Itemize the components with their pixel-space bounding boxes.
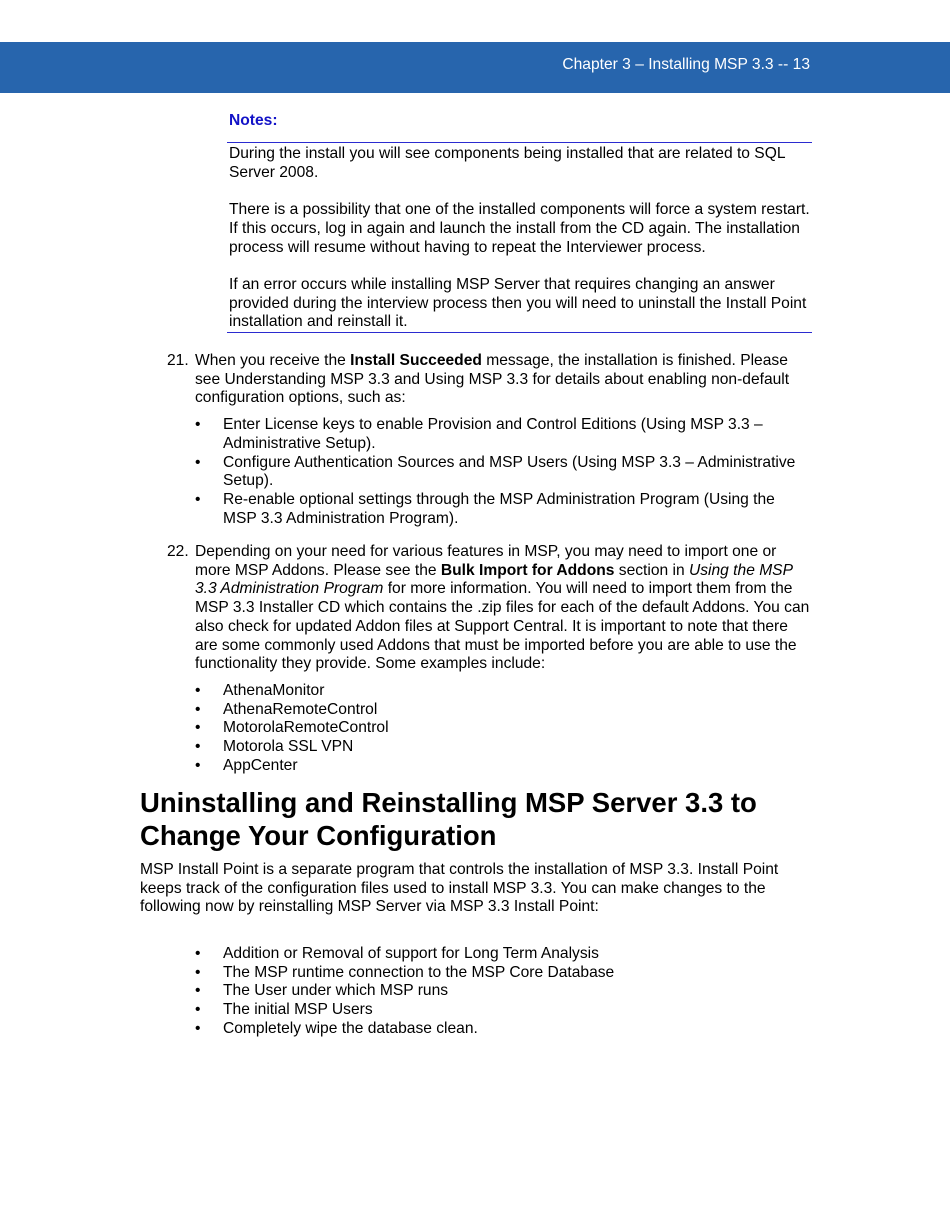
list-item: • The User under which MSP runs [167, 982, 812, 1001]
step-number: 21. [167, 352, 189, 369]
list-item: • Re-enable optional settings through the MSP Administration Program (Using the MSP 3.3 Administration Program). [167, 491, 812, 528]
page-header-bar [0, 42, 950, 93]
notes-content [227, 142, 812, 333]
step-text: message, the installation is finished. Please see Understanding MSP 3.3 and Using MSP 3.3 for details about enabling non-default configuration options, such as: [195, 352, 790, 407]
step-text: for more information. You will need to import them from the MSP 3.3 Installer CD which contains the .zip files for each of the default Addons. You can also check for updated Addon files at Support Central. It is important to note that there are some commonly used Addons that must be imported before you are able to use the functionality they provide. Some examples include: [195, 580, 810, 673]
list-item: • AthenaMonitor [167, 682, 812, 701]
reinstall-options-list-wrap [167, 945, 812, 1039]
step-number: 22. [167, 543, 189, 560]
list-item: • Completely wipe the database clean. [167, 1020, 812, 1039]
section-heading: Uninstalling and Reinstalling MSP Server 3.3 to Change Your Configuration [140, 787, 757, 851]
notes-paragraph: During the install you will see components being installed that are related to SQL Server 2008. [229, 145, 785, 181]
step-text: When you receive the [195, 352, 351, 369]
step-22 [167, 543, 812, 775]
notes-title: Notes: [229, 112, 278, 129]
install-succeeded-label: Install Succeeded [350, 352, 482, 369]
list-item: • AppCenter [167, 757, 812, 776]
list-item: • Addition or Removal of support for Long Term Analysis [167, 945, 812, 964]
list-item: • The MSP runtime connection to the MSP Core Database [167, 964, 812, 983]
list-item: • MotorolaRemoteControl [167, 719, 812, 738]
step-21 [167, 352, 812, 528]
notes-box [227, 111, 812, 333]
list-item: • AthenaRemoteControl [167, 701, 812, 720]
list-item: • Configure Authentication Sources and MSP Users (Using MSP 3.3 – Administrative Setup). [167, 454, 812, 491]
reinstall-options-list [167, 945, 812, 1039]
section-paragraph: MSP Install Point is a separate program that controls the installation of MSP 3.3. Install Point keeps track of the configuration files used to install MSP 3.3. You can make changes to the following now by reinstalling MSP Server via MSP 3.3 Install Point: [140, 861, 779, 916]
bulk-import-label: Bulk Import for Addons [440, 561, 615, 579]
step-21-text [195, 352, 812, 408]
chapter-header: Chapter 3 – Installing MSP 3.3 -- 13 [562, 56, 810, 73]
list-item: • Enter License keys to enable Provision and Control Editions (Using MSP 3.3 – Administrative Setup). [167, 416, 812, 453]
list-item: • The initial MSP Users [167, 1001, 812, 1020]
notes-paragraph: If an error occurs while installing MSP Server that requires changing an answer provided during the interview process then you will need to uninstall the Install Point installation and reinstall it. [229, 275, 807, 331]
addons-bullet-list [167, 682, 812, 776]
list-item: • Motorola SSL VPN [167, 738, 812, 757]
notes-paragraph: There is a possibility that one of the installed components will force a system restart. If this occurs, log in again and launch the install from the CD again. The installation process will resume without having to repeat the Interviewer process. [229, 201, 810, 256]
step-21-bullet-list [167, 416, 812, 528]
step-text: Depending on your need for various features in MSP, you may need to import one or more MSP Addons. Please see the [195, 543, 777, 579]
step-22-text [195, 543, 812, 674]
step-text: section in [614, 561, 689, 579]
doc-reference: Using the MSP 3.3 Administration Program [195, 561, 793, 598]
